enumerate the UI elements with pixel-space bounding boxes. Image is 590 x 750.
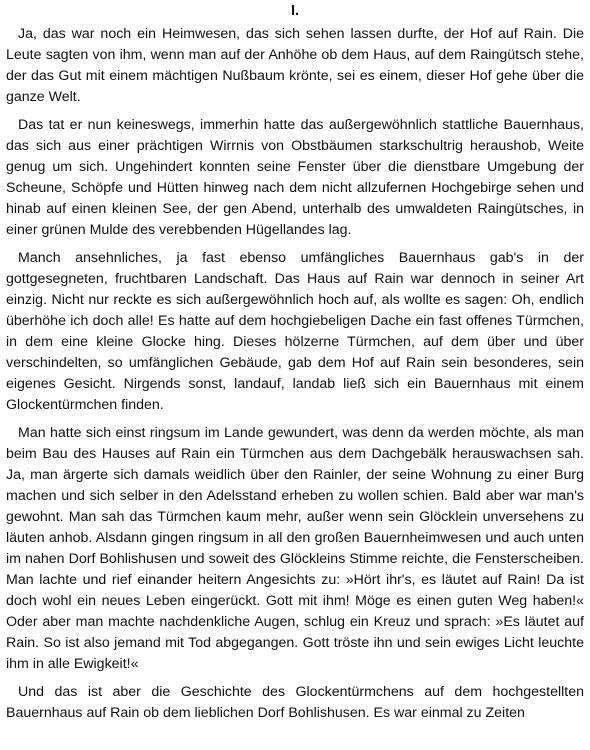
paragraph: Man hatte sich einst ringsum im Lande gewundert, was denn da werden möchte, als man beim Bau des Hauses auf Rain ein Türmchen aus dem Dachgebälk herauswachsen sah. Ja, man ärgerte sich damals weidlich über den Rainler, der seine Wohnung zu einer Burg machen und sich selber in den Adelsstand erheben zu wollen schien. Bald aber war man's gewohnt. Man sah das Türmchen kaum mehr, außer wenn sein Glöcklein unversehens zu läuten anhob. Alsdann gingen ringsum in all den großen Bauernheimwesen und auch unten im nahen Dorf Bohlishusen und soweit des Glöckleins Stimme reichte, die Fensterscheiben. Man lachte und rief einander heitern Angesichts zu: »Hört ihr's, es läutet auf Rain! Da ist doch wohl ein neues Leben eingerückt. Gott mit ihm! Möge es einen guten Weg haben!« Oder aber man machte nachdenkliche Augen, schlug ein Kreuz und sprach: »Es läutet auf Rain. So ist also jemand mit Tod abgegangen. Gott tröste ihn und sein ewiges Licht leuchte ihm in alle Ewigkeit!« bbox=[6, 425, 584, 672]
paragraph: Ja, das war noch ein Heimwesen, das sich sehen lassen durfte, der Hof auf Rain. Die Leute sagten von ihm, wenn man auf der Anhöhe ob dem Haus, auf dem Raingütsch stehe, der das Gut mit einem mächtigen Nußbaum krönte, sei es einem, dieser Hof gehe über die ganze Welt. bbox=[6, 26, 584, 105]
paragraph: Manch ansehnliches, ja fast ebenso umfängliches Bauernhaus gab's in der gottgesegneten, fruchtbaren Landschaft. Das Haus auf Rain war dennoch in seiner Art einzig. Nicht nur reckte es sich außergewöhnlich hoch auf, als wollte es sagen: Oh, endlich überhöhe ich doch alle! Es hatte auf dem hochgiebeligen Dache ein fast offenes Türmchen, in dem eine kleine Glocke hing. Dieses hölzerne Türmchen, auf dem über und über verschindelten, so umfänglichen Gebäude, gab dem Hof auf Rain sein besonderes, sein eigenes Gesicht. Nirgends sonst, landauf, landab ließ sich ein Bauernhaus mit einem Glockentürmchen finden. bbox=[6, 250, 584, 413]
paragraph: Und das ist aber die Geschichte des Glockentürmchens auf dem hochgestellten Bauernhaus auf Rain ob dem lieblichen Dorf Bohlishusen. Es war einmal zu Zeiten bbox=[6, 684, 584, 721]
chapter-heading: I. bbox=[290, 3, 300, 19]
paragraph: Das tat er nun keineswegs, immerhin hatte das außergewöhnlich stattliche Bauernhaus, das sich aus einer prächtigen Wirrnis von Obstbäumen starkschultrig heraushob, Weite genug um sich. Ungehindert konnten seine Fenster über die dienstbare Umgebung der Scheune, Schöpfe und Hütten hinweg nach dem nicht allzufernen Hochgebirge sehen und hinab auf einen kleinen See, der gen Abend, unterhalb des umwaldeten Raingütsches, in einer grünen Mulde des verebbenden Hügellandes lag. bbox=[6, 117, 584, 238]
